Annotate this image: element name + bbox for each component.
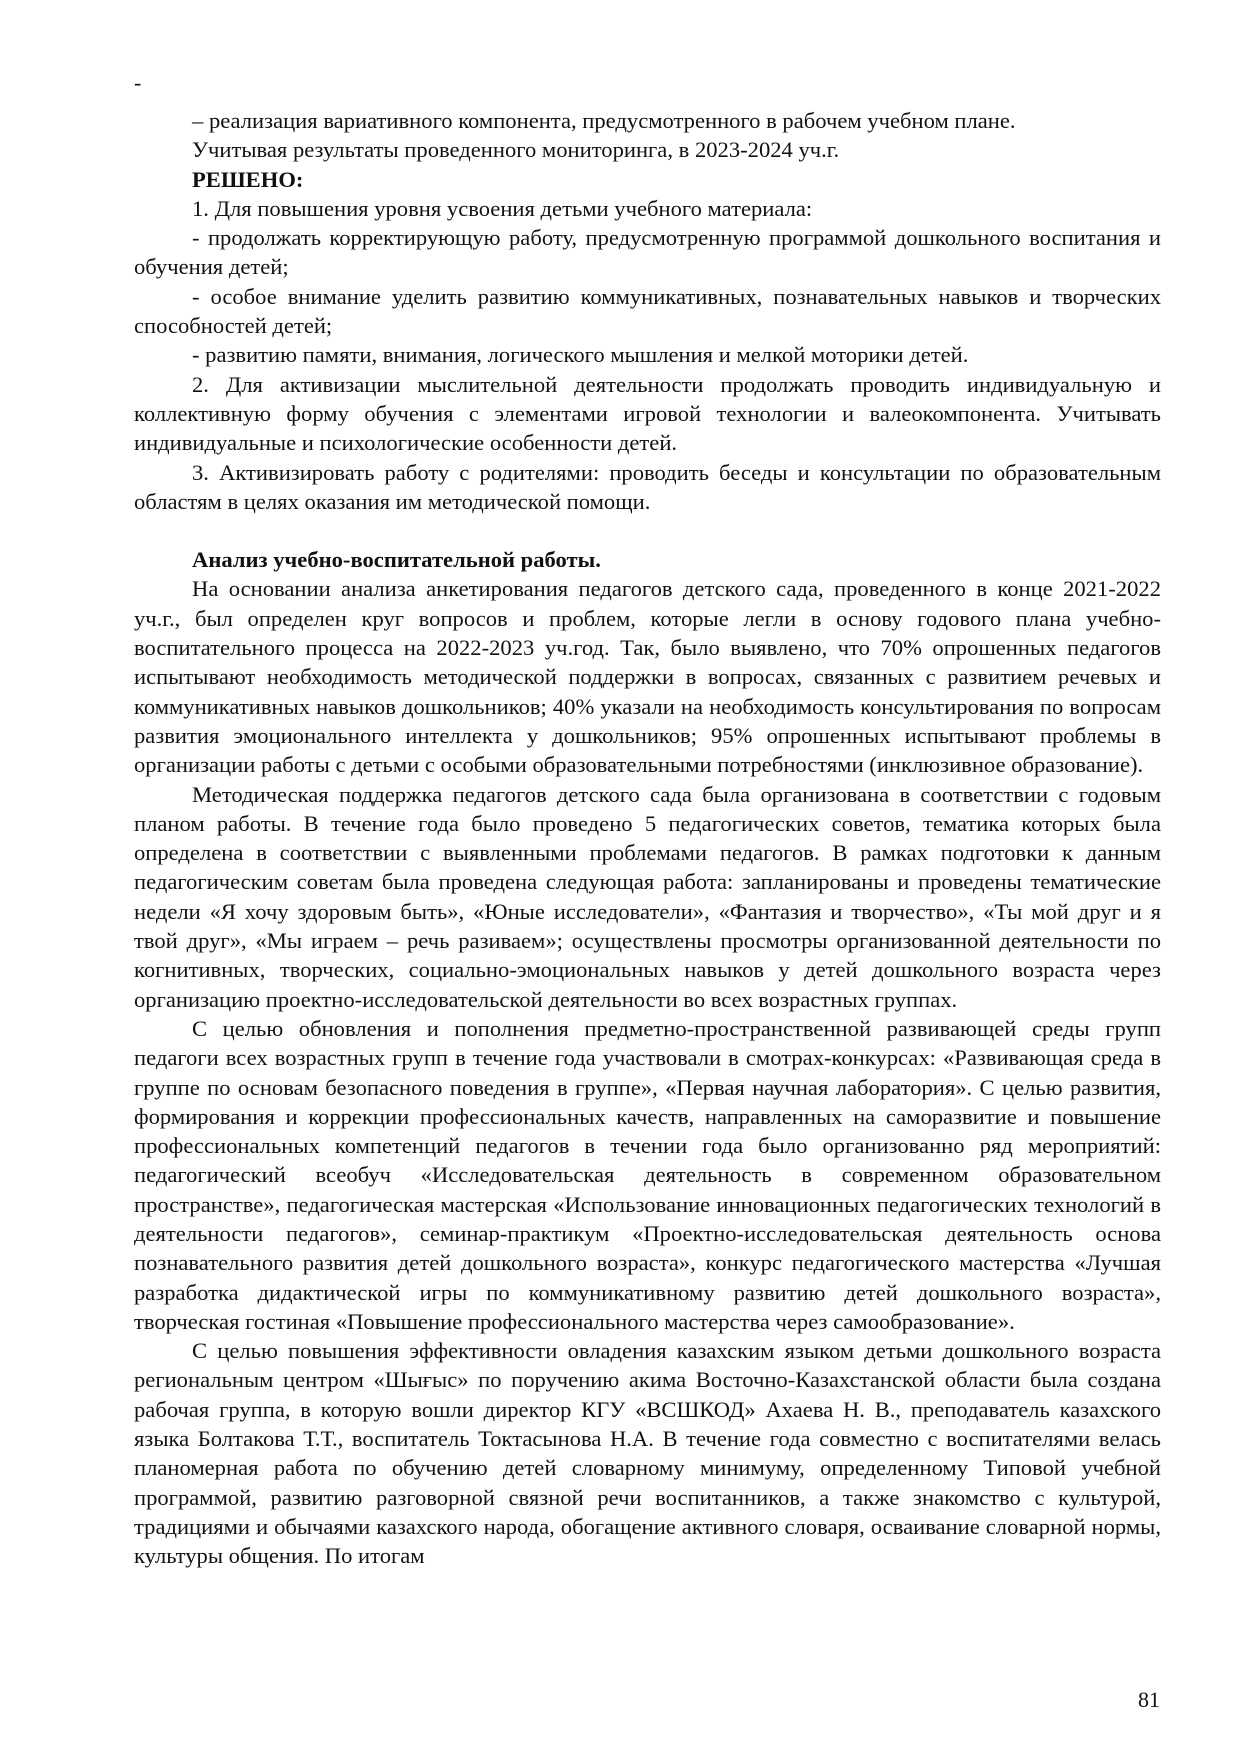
analysis-paragraph: На основании анализа анкетирования педагогов детского сада, проведенного в конце 2021-2022 уч.г., был определен круг вопросов и проблем, которые легли в основу годового плана учебно-воспитательного процесса на 2022-2023 уч.год. Так, было выявлено, что 70% опрошенных педагогов испытывают необходимость методической поддержки в вопросах, связанных с развитием речевых и коммуникативных навыков дошкольников; 40% указали на необходимость консультирования по вопросам развития эмоционального интеллекта у дошкольников; 95% опрошенных испытывают проблемы в организации работы с детьми с особыми образовательными потребностями (инклюзивное образование). [134, 576, 1161, 778]
analysis-paragraph: С целью обновления и пополнения предметно-пространственной развивающей среды групп педагоги всех возрастных групп в течение года участвовали в смотрах-конкурсах: «Развивающая среда в группе по основам безопасного поведения в группе», «Первая научная лаборатория». С целью развития, формирования и коррекции профессиональных качеств, направленных на саморазвитие и повышение профессиональных компетенций педагогов в течении года было организованно ряд мероприятий: педагогический всеобуч «Исследовательская деятельность в современном образовательном пространстве», педагогическая мастерская «Использование инновационных педагогических технологий в деятельности педагогов», семинар-практикум «Проектно-исследовательская деятельность основа познавательного развития детей дошкольного возраста», конкурс педагогического мастерства «Лучшая разработка дидактической игры по коммуникативному развитию детей дошкольного возраста», творческая гостиная «Повышение профессионального мастерства через самообразование». [134, 1015, 1161, 1334]
decision-point-1-item-a: - продолжать корректирующую работу, предусмотренную программой дошкольного воспитания и обучения детей; [134, 225, 1161, 280]
monitoring-intro: Учитывая результаты проведенного мониторинга, в 2023-2024 уч.г. [192, 137, 840, 163]
analysis-paragraph: С целью повышения эффективности овладения казахским языком детьми дошкольного возраста региональным центром «Шығыс» по поручению акима Восточно-Казахстанской области была создана рабочая группа, в которую вошли директор КГУ «ВСШКОД» Ахаева Н. В., преподаватель казахского языка Болтакова Т.Т., воспитатель Токтасынова Н.А. В течение года совместно с воспитателями велась планомерная работа по обучению детей словарному минимуму, определенному Типовой учебной программой, развитию разговорной связной речи воспитанников, а также знакомство с культурой, традициями и обычаями казахского народа, обогащение активного словаря, осваивание словарной нормы, культуры общения. По итогам [134, 1338, 1161, 1569]
decision-point-2: 2. Для активизации мыслительной деятельности продолжать проводить индивидуальную и коллективную форму обучения с элементами игровой технологии и валеокомпонента. Учитывать индивидуальные и психологические особенности детей. [134, 371, 1161, 456]
decision-point-1: 1. Для повышения уровня усвоения детьми учебного материала: [192, 195, 813, 221]
decision-point-1-item-b: - особое внимание уделить развитию коммуникативных, познавательных навыков и творческих способностей детей; [134, 283, 1161, 339]
section-heading: Анализ учебно-воспитательной работы. [192, 547, 601, 573]
list-item-variative: – реализация вариативного компонента, предусмотренного в рабочем учебном плане. [192, 108, 1016, 133]
analysis-paragraph: Методическая поддержка педагогов детского сада была организована в соответствии с годовым планом работы. В течение года было проведено 5 педагогических советов, тематика которых была определена в соответствии с выявленными проблемами педагогов. В рамках подготовки к данным педагогическим советам была проведена следующая работа: запланированы и проведены тематические недели «Я хочу здоровым быть», «Юные исследователи», «Фантазия и творчество», «Ты мой друг и я твой друг», «Мы играем – речь разиваем»; осуществлены просмотры организованной деятельности по когнитивных, творческих, социально-эмоциональных навыков у детей дошкольного возраста через организацию проектно-исследовательской деятельности во всех возрастных группах. [134, 781, 1161, 1012]
decision-point-1-item-c: - развитию памяти, внимания, логического мышления и мелкой моторики детей. [192, 342, 969, 368]
decided-heading: РЕШЕНО: [192, 166, 304, 192]
section-spacer [134, 516, 1161, 545]
top-dash-mark: - [134, 70, 142, 95]
document-body [134, 106, 1161, 1571]
decision-point-3: 3. Активизировать работу с родителями: проводить беседы и консультации по образовательным областям в целях оказания им методической помощи. [134, 459, 1161, 514]
page-number: 81 [1138, 1687, 1160, 1712]
